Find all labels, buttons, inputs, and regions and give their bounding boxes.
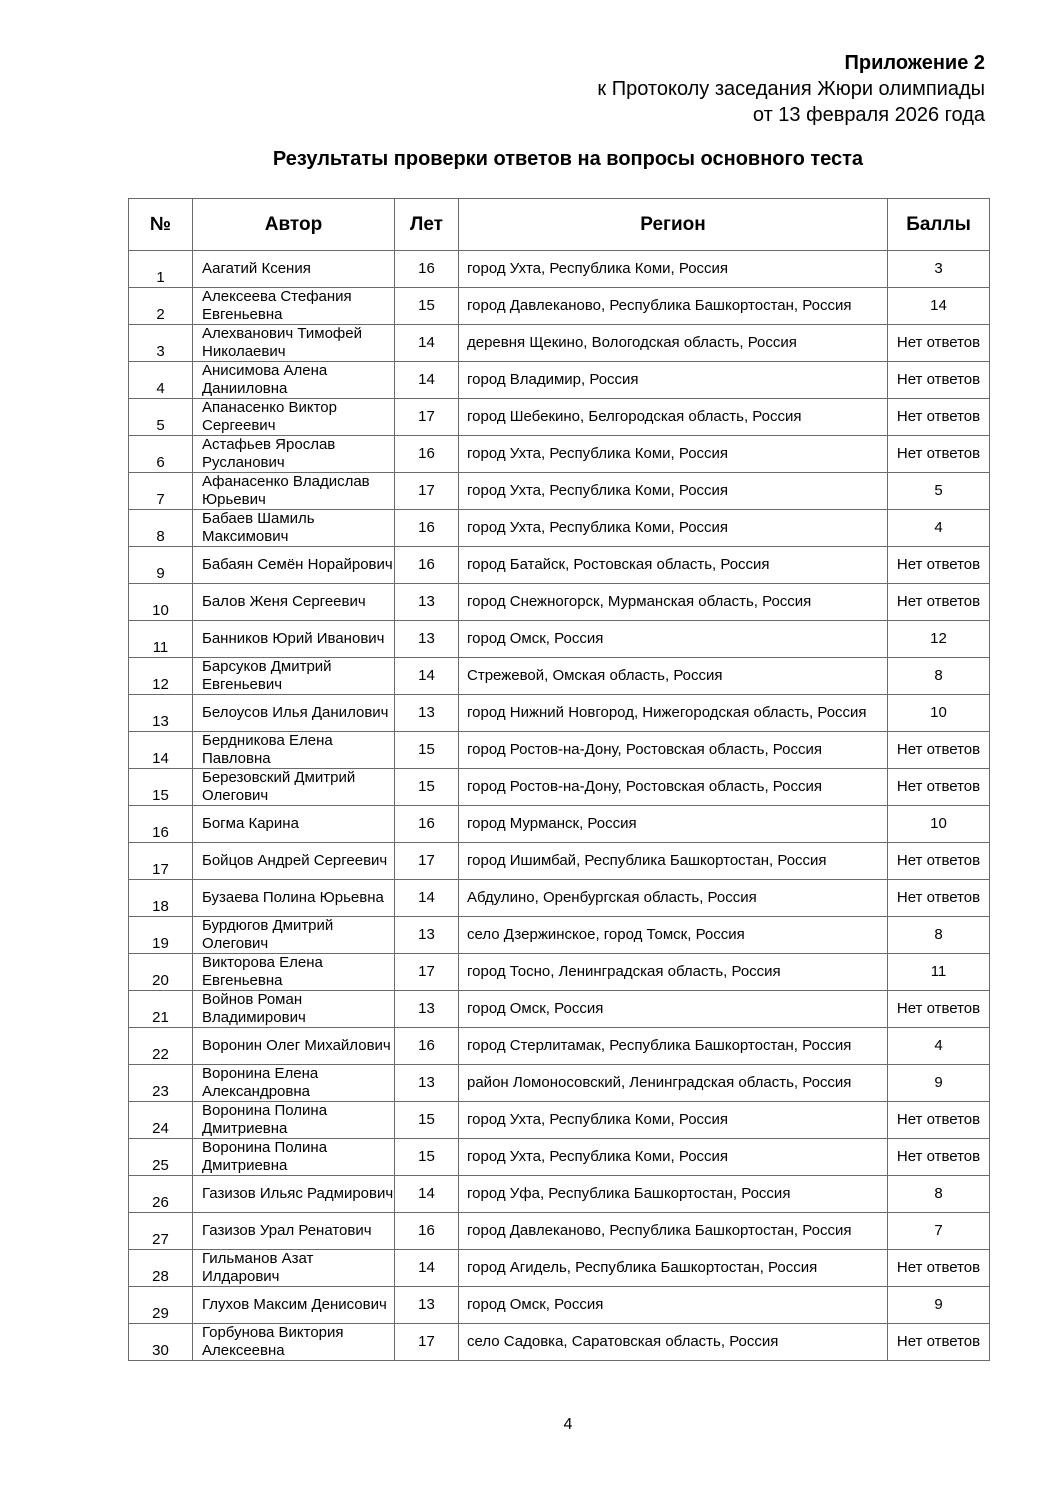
- author-name: Горбунова Виктория Алексеевна: [193, 1324, 395, 1361]
- row-number: 18: [129, 880, 193, 917]
- score-value: 8: [888, 1176, 990, 1213]
- table-row: [129, 991, 990, 1028]
- author-region: город Владимир, Россия: [459, 362, 888, 399]
- author-age: 17: [395, 843, 459, 880]
- author-name: Газизов Урал Ренатович: [193, 1213, 395, 1250]
- table-header-row: [129, 199, 990, 251]
- table-row: [129, 436, 990, 473]
- score-value: 4: [888, 510, 990, 547]
- score-value: 5: [888, 473, 990, 510]
- author-name: Газизов Ильяс Радмирович: [193, 1176, 395, 1213]
- author-region: село Дзержинское, город Томск, Россия: [459, 917, 888, 954]
- row-number: 19: [129, 917, 193, 954]
- author-name: Воронина Елена Александровна: [193, 1065, 395, 1102]
- author-region: город Давлеканово, Республика Башкортостан, Россия: [459, 288, 888, 325]
- table-row: [129, 1139, 990, 1176]
- author-name: Бердникова Елена Павловна: [193, 732, 395, 769]
- author-name: Березовский Дмитрий Олегович: [193, 769, 395, 806]
- author-age: 14: [395, 325, 459, 362]
- row-number: 24: [129, 1102, 193, 1139]
- author-region: Абдулино, Оренбургская область, Россия: [459, 880, 888, 917]
- author-region: город Ишимбай, Республика Башкортостан, Россия: [459, 843, 888, 880]
- document-title: Результаты проверки ответов на вопросы основного теста: [272, 148, 864, 170]
- author-age: 14: [395, 880, 459, 917]
- author-name: Гильманов Азат Илдарович: [193, 1250, 395, 1287]
- results-table: [128, 198, 990, 1361]
- score-value: Нет ответов: [888, 1324, 990, 1361]
- author-name: Барсуков Дмитрий Евгеньевич: [193, 658, 395, 695]
- row-number: 26: [129, 1176, 193, 1213]
- author-name: Аагатий Ксения: [193, 251, 395, 288]
- author-region: город Ухта, Республика Коми, Россия: [459, 251, 888, 288]
- table-row: [129, 1028, 990, 1065]
- row-number: 5: [129, 399, 193, 436]
- row-number: 17: [129, 843, 193, 880]
- author-region: город Агидель, Республика Башкортостан, Россия: [459, 1250, 888, 1287]
- author-age: 16: [395, 1028, 459, 1065]
- score-value: Нет ответов: [888, 732, 990, 769]
- score-value: Нет ответов: [888, 880, 990, 917]
- row-number: 1: [129, 251, 193, 288]
- author-age: 13: [395, 1287, 459, 1324]
- score-value: Нет ответов: [888, 362, 990, 399]
- author-age: 13: [395, 621, 459, 658]
- author-name: Бабаев Шамиль Максимович: [193, 510, 395, 547]
- score-value: Нет ответов: [888, 769, 990, 806]
- author-name: Бойцов Андрей Сергеевич: [193, 843, 395, 880]
- row-number: 29: [129, 1287, 193, 1324]
- table-row: [129, 1102, 990, 1139]
- score-value: Нет ответов: [888, 436, 990, 473]
- author-region: село Садовка, Саратовская область, Россия: [459, 1324, 888, 1361]
- author-region: город Нижний Новгород, Нижегородская область, Россия: [459, 695, 888, 732]
- column-header-author: Автор: [193, 199, 395, 251]
- author-age: 17: [395, 473, 459, 510]
- row-number: 20: [129, 954, 193, 991]
- row-number: 22: [129, 1028, 193, 1065]
- author-age: 15: [395, 288, 459, 325]
- author-age: 13: [395, 917, 459, 954]
- author-region: район Ломоносовский, Ленинградская область, Россия: [459, 1065, 888, 1102]
- author-age: 13: [395, 584, 459, 621]
- author-name: Алехванович Тимофей Николаевич: [193, 325, 395, 362]
- score-value: Нет ответов: [888, 1102, 990, 1139]
- author-region: город Тосно, Ленинградская область, Россия: [459, 954, 888, 991]
- table-row: [129, 658, 990, 695]
- table-row: [129, 288, 990, 325]
- author-name: Войнов Роман Владимирович: [193, 991, 395, 1028]
- author-age: 15: [395, 769, 459, 806]
- author-region: деревня Щекино, Вологодская область, Россия: [459, 325, 888, 362]
- author-age: 15: [395, 1102, 459, 1139]
- score-value: 10: [888, 695, 990, 732]
- table-row: [129, 1176, 990, 1213]
- author-name: Воронина Полина Дмитриевна: [193, 1102, 395, 1139]
- author-name: Глухов Максим Денисович: [193, 1287, 395, 1324]
- row-number: 27: [129, 1213, 193, 1250]
- table-row: [129, 547, 990, 584]
- author-region: город Батайск, Ростовская область, Россия: [459, 547, 888, 584]
- row-number: 15: [129, 769, 193, 806]
- column-header-region: Регион: [459, 199, 888, 251]
- row-number: 8: [129, 510, 193, 547]
- row-number: 23: [129, 1065, 193, 1102]
- score-value: 4: [888, 1028, 990, 1065]
- author-name: Бурдюгов Дмитрий Олегович: [193, 917, 395, 954]
- author-name: Белоусов Илья Данилович: [193, 695, 395, 732]
- author-region: город Ростов-на-Дону, Ростовская область, Россия: [459, 732, 888, 769]
- author-age: 13: [395, 695, 459, 732]
- appendix-title: Приложение 2: [844, 52, 985, 74]
- author-name: Бузаева Полина Юрьевна: [193, 880, 395, 917]
- author-name: Викторова Елена Евгеньевна: [193, 954, 395, 991]
- author-name: Астафьев Ярослав Русланович: [193, 436, 395, 473]
- appendix-protocol-line: к Протоколу заседания Жюри олимпиады: [597, 78, 985, 100]
- author-region: город Уфа, Республика Башкортостан, Россия: [459, 1176, 888, 1213]
- row-number: 7: [129, 473, 193, 510]
- author-region: город Шебекино, Белгородская область, Россия: [459, 399, 888, 436]
- table-row: [129, 1213, 990, 1250]
- author-region: Стрежевой, Омская область, Россия: [459, 658, 888, 695]
- author-name: Банников Юрий Иванович: [193, 621, 395, 658]
- author-age: 16: [395, 806, 459, 843]
- row-number: 11: [129, 621, 193, 658]
- score-value: Нет ответов: [888, 325, 990, 362]
- score-value: 14: [888, 288, 990, 325]
- score-value: Нет ответов: [888, 1139, 990, 1176]
- author-region: город Стерлитамак, Республика Башкортостан, Россия: [459, 1028, 888, 1065]
- appendix-header: [597, 50, 985, 128]
- score-value: Нет ответов: [888, 1250, 990, 1287]
- author-age: 16: [395, 1213, 459, 1250]
- table-row: [129, 917, 990, 954]
- author-name: Апанасенко Виктор Сергеевич: [193, 399, 395, 436]
- table-row: [129, 954, 990, 991]
- row-number: 2: [129, 288, 193, 325]
- author-region: город Давлеканово, Республика Башкортостан, Россия: [459, 1213, 888, 1250]
- row-number: 21: [129, 991, 193, 1028]
- author-age: 17: [395, 399, 459, 436]
- score-value: 8: [888, 658, 990, 695]
- table-row: [129, 510, 990, 547]
- table-row: [129, 1324, 990, 1361]
- author-name: Балов Женя Сергеевич: [193, 584, 395, 621]
- row-number: 14: [129, 732, 193, 769]
- author-region: город Омск, Россия: [459, 621, 888, 658]
- score-value: 8: [888, 917, 990, 954]
- row-number: 16: [129, 806, 193, 843]
- author-age: 14: [395, 658, 459, 695]
- author-region: город Омск, Россия: [459, 991, 888, 1028]
- score-value: Нет ответов: [888, 843, 990, 880]
- score-value: Нет ответов: [888, 547, 990, 584]
- appendix-date-line: от 13 февраля 2026 года: [752, 104, 985, 126]
- row-number: 28: [129, 1250, 193, 1287]
- author-region: город Ухта, Республика Коми, Россия: [459, 510, 888, 547]
- author-name: Воронина Полина Дмитриевна: [193, 1139, 395, 1176]
- author-region: город Ухта, Республика Коми, Россия: [459, 473, 888, 510]
- author-age: 14: [395, 1250, 459, 1287]
- author-region: город Ростов-на-Дону, Ростовская область, Россия: [459, 769, 888, 806]
- row-number: 6: [129, 436, 193, 473]
- row-number: 30: [129, 1324, 193, 1361]
- column-header-number: №: [129, 199, 193, 251]
- author-age: 14: [395, 362, 459, 399]
- author-age: 16: [395, 251, 459, 288]
- table-row: [129, 1287, 990, 1324]
- author-age: 17: [395, 954, 459, 991]
- table-row: [129, 362, 990, 399]
- author-age: 13: [395, 1065, 459, 1102]
- author-name: Воронин Олег Михайлович: [193, 1028, 395, 1065]
- table-row: [129, 880, 990, 917]
- table-row: [129, 584, 990, 621]
- table-row: [129, 732, 990, 769]
- row-number: 4: [129, 362, 193, 399]
- table-row: [129, 769, 990, 806]
- table-row: [129, 621, 990, 658]
- score-value: 3: [888, 251, 990, 288]
- author-name: Богма Карина: [193, 806, 395, 843]
- score-value: 11: [888, 954, 990, 991]
- table-row: [129, 251, 990, 288]
- table-row: [129, 843, 990, 880]
- author-region: город Ухта, Республика Коми, Россия: [459, 436, 888, 473]
- author-region: город Ухта, Республика Коми, Россия: [459, 1139, 888, 1176]
- score-value: 12: [888, 621, 990, 658]
- author-age: 16: [395, 436, 459, 473]
- author-name: Алексеева Стефания Евгеньевна: [193, 288, 395, 325]
- row-number: 25: [129, 1139, 193, 1176]
- table-row: [129, 695, 990, 732]
- table-row: [129, 1065, 990, 1102]
- author-age: 14: [395, 1176, 459, 1213]
- column-header-score: Баллы: [888, 199, 990, 251]
- author-name: Анисимова Алена Данииловна: [193, 362, 395, 399]
- author-age: 16: [395, 510, 459, 547]
- author-region: город Ухта, Республика Коми, Россия: [459, 1102, 888, 1139]
- author-age: 13: [395, 991, 459, 1028]
- table-row: [129, 806, 990, 843]
- row-number: 12: [129, 658, 193, 695]
- score-value: Нет ответов: [888, 584, 990, 621]
- row-number: 9: [129, 547, 193, 584]
- score-value: Нет ответов: [888, 399, 990, 436]
- table-row: [129, 1250, 990, 1287]
- score-value: 7: [888, 1213, 990, 1250]
- column-header-age: Лет: [395, 199, 459, 251]
- author-region: город Снежногорск, Мурманская область, Россия: [459, 584, 888, 621]
- table-row: [129, 325, 990, 362]
- row-number: 13: [129, 695, 193, 732]
- table-row: [129, 399, 990, 436]
- score-value: Нет ответов: [888, 991, 990, 1028]
- page-number: 4: [563, 1416, 573, 1433]
- table-body: [129, 251, 990, 1361]
- author-age: 16: [395, 547, 459, 584]
- score-value: 9: [888, 1287, 990, 1324]
- author-age: 15: [395, 1139, 459, 1176]
- author-name: Бабаян Семён Норайрович: [193, 547, 395, 584]
- score-value: 9: [888, 1065, 990, 1102]
- row-number: 10: [129, 584, 193, 621]
- author-region: город Омск, Россия: [459, 1287, 888, 1324]
- author-age: 17: [395, 1324, 459, 1361]
- row-number: 3: [129, 325, 193, 362]
- author-age: 15: [395, 732, 459, 769]
- score-value: 10: [888, 806, 990, 843]
- author-name: Афанасенко Владислав Юрьевич: [193, 473, 395, 510]
- table-row: [129, 473, 990, 510]
- author-region: город Мурманск, Россия: [459, 806, 888, 843]
